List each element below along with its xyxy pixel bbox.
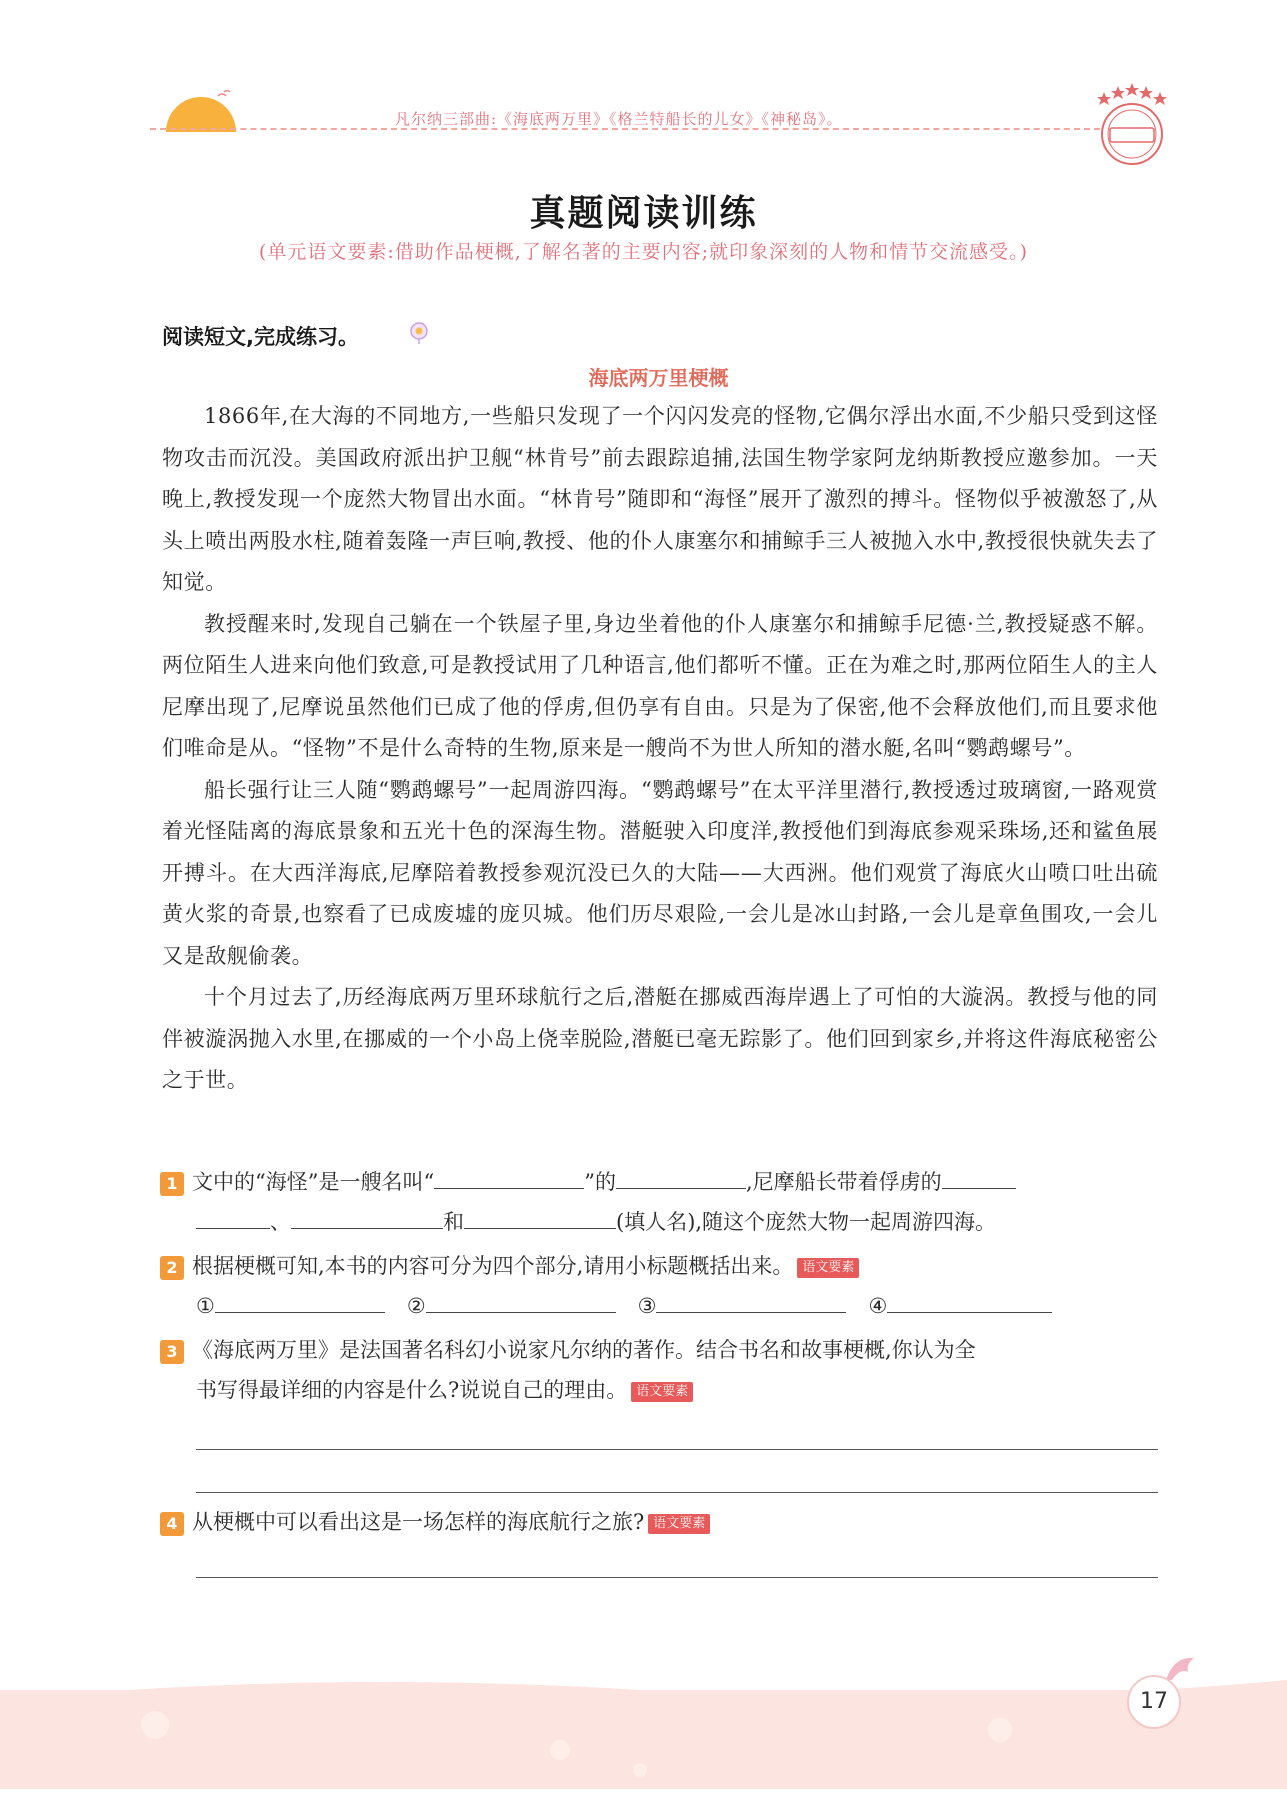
brand-seal-icon — [1092, 78, 1172, 174]
question-text: 、 — [270, 1210, 291, 1234]
answer-line[interactable] — [196, 1577, 1158, 1578]
answer-blank[interactable] — [887, 1286, 1052, 1313]
passage-paragraph: 教授醒来时,发现自己躺在一个铁屋子里,身边坐着他的仆人康塞尔和捕鲸手尼德·兰,教授疑惑不解。两位陌生人进来向他们致意,可是教授试用了几种语言,他们都听不懂。正在为难之时,那两位陌生人的主人尼摩出现了,尼摩说虽然他们已成了他的俘虏,但仍享有自由。只是为了保密,他不会释放他们,而且要求他们唯命是从。“怪物”不是什么奇特的生物,原来是一艘尚不为世人所知的潜水艇,名叫“鹦鹉螺号”。 — [162, 611, 1158, 760]
answer-blank[interactable] — [215, 1286, 385, 1313]
unit-requirement: (单元语文要素:借助作品梗概,了解名著的主要内容;就印象深刻的人物和情节交流感受。) — [258, 241, 1029, 263]
header-motto: 凡尔纳三部曲:《海底两万里》《格兰特船长的儿女》《神秘岛》。 — [395, 110, 843, 128]
language-element-tag: 语文要素 — [797, 1258, 859, 1278]
question-text: ,尼摩船长带着俘虏的 — [745, 1170, 942, 1194]
answer-blank[interactable] — [656, 1286, 846, 1313]
answer-blank[interactable] — [291, 1202, 443, 1229]
location-pin-icon — [408, 321, 430, 345]
answer-blank[interactable] — [942, 1162, 1016, 1189]
language-element-tag: 语文要素 — [648, 1514, 710, 1534]
subtitle-marker: ③ — [637, 1294, 657, 1318]
answer-blank[interactable] — [196, 1202, 270, 1229]
question-2 — [160, 1246, 1160, 1326]
answer-blank[interactable] — [616, 1162, 746, 1189]
answer-blank[interactable] — [426, 1286, 616, 1313]
question-number: 1 — [160, 1172, 184, 1196]
question-text: 文中的“海怪”是一艘名叫“ — [192, 1170, 435, 1194]
language-element-tag: 语文要素 — [631, 1382, 693, 1402]
question-text: 和 — [443, 1210, 464, 1234]
question-3 — [160, 1330, 1160, 1410]
question-number: 4 — [160, 1512, 184, 1536]
page-number: 17 — [1127, 1675, 1181, 1729]
page-footer — [0, 1690, 1287, 1789]
question-text: 根据梗概可知,本书的内容可分为四个部分,请用小标题概括出来。 — [192, 1254, 794, 1278]
subtitle-marker: ④ — [868, 1294, 888, 1318]
question-4 — [160, 1502, 1160, 1542]
passage-paragraph: 十个月过去了,历经海底两万里环球航行之后,潜艇在挪威西海岸遇上了可怕的大漩涡。教授与他的同伴被漩涡抛入水里,在挪威的一个小岛上侥幸脱险,潜艇已毫无踪影了。他们回到家乡,并将这件海底秘密公之于世。 — [162, 985, 1158, 1092]
answer-blank[interactable] — [464, 1202, 616, 1229]
reading-instruction: 阅读短文,完成练习。 — [162, 325, 359, 349]
question-text: 从梗概中可以看出这是一场怎样的海底航行之旅? — [192, 1510, 645, 1534]
footer-bubbles — [0, 1690, 1287, 1789]
subtitle-marker: ① — [196, 1294, 215, 1318]
sunset-icon — [160, 88, 242, 132]
subtitle-marker: ② — [406, 1294, 426, 1318]
page-title: 真题阅读训练 — [529, 193, 758, 234]
answer-line[interactable] — [196, 1449, 1158, 1450]
answer-line[interactable] — [196, 1492, 1158, 1493]
passage-title: 海底两万里梗概 — [588, 366, 729, 390]
question-number: 3 — [160, 1340, 184, 1364]
passage-body — [162, 396, 1158, 1102]
question-text: ”的 — [584, 1170, 616, 1194]
passage-paragraph: 1866年,在大海的不同地方,一些船只发现了一个闪闪发亮的怪物,它偶尔浮出水面,不少船只受到这怪物攻击而沉没。美国政府派出护卫舰“林肯号”前去跟踪追捕,法国生物学家阿龙纳斯教授应邀参加。一天晚上,教授发现一个庞然大物冒出水面。“林肯号”随即和“海怪”展开了激烈的搏斗。怪物似乎被激怒了,从头上喷出两股水柱,随着轰隆一声巨响,教授、他的仆人康塞尔和捕鲸手三人被抛入水中,教授很快就失去了知觉。 — [162, 404, 1158, 594]
answer-blank[interactable] — [434, 1162, 584, 1189]
question-text: 书写得最详细的内容是什么?说说自己的理由。 — [196, 1378, 628, 1402]
question-text: (填人名),随这个庞然大物一起周游四海。 — [616, 1210, 997, 1234]
question-1 — [160, 1162, 1160, 1242]
passage-paragraph: 船长强行让三人随“鹦鹉螺号”一起周游四海。“鹦鹉螺号”在太平洋里潜行,教授透过玻璃窗,一路观赏着光怪陆离的海底景象和五光十色的深海生物。潜艇驶入印度洋,教授他们到海底参观采珠场,还和鲨鱼展开搏斗。在大西洋海底,尼摩陪着教授参观沉没已久的大陆——大西洲。他们观赏了海底火山喷口吐出硫黄火浆的奇景,也察看了已成废墟的庞贝城。他们历尽艰险,一会儿是冰山封路,一会儿是章鱼围攻,一会儿又是敌舰偷袭。 — [162, 777, 1158, 968]
question-text: 《海底两万里》是法国著名科幻小说家凡尔纳的著作。结合书名和故事梗概,你认为全 — [192, 1338, 976, 1362]
question-number: 2 — [160, 1256, 184, 1280]
